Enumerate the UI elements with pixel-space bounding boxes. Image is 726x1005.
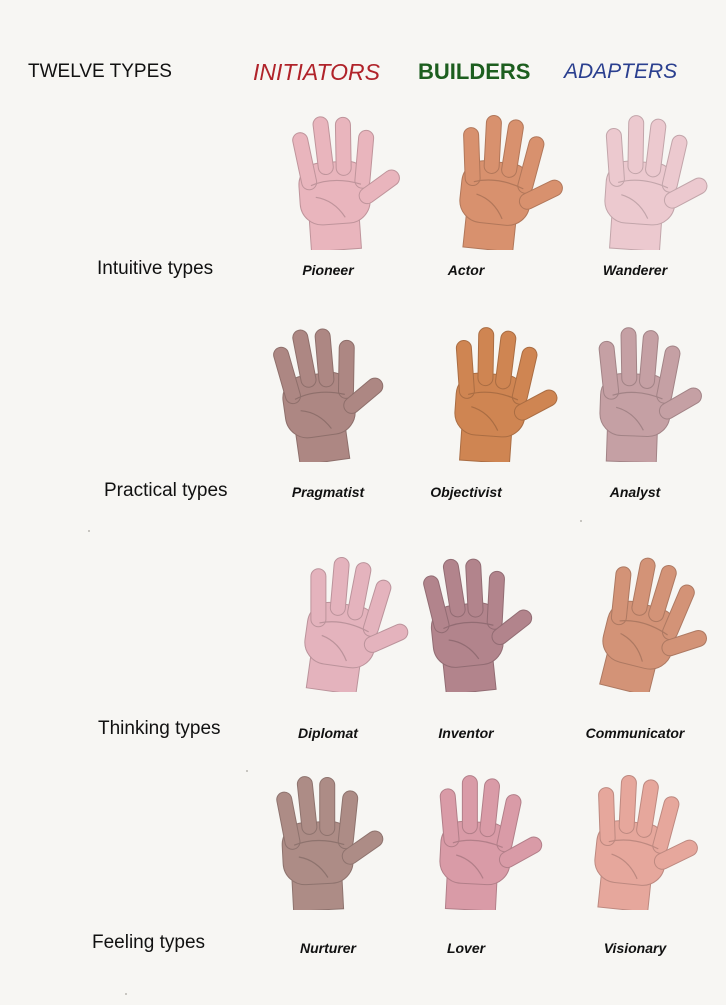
hand-type-label: Visionary xyxy=(603,940,667,956)
row-label: Practical types xyxy=(104,480,228,501)
hand-photo-inventor xyxy=(393,542,543,692)
hand-type-label: Nurturer xyxy=(299,940,356,956)
hand-photo-lover xyxy=(400,760,550,910)
hand-photo-pioneer xyxy=(260,100,410,250)
hand-type-label: Lover xyxy=(446,940,486,956)
hand-photo-pragmatist xyxy=(245,312,395,462)
hand-type-label: Actor xyxy=(447,262,485,278)
hand-type-label: Objectivist xyxy=(430,484,502,500)
header-adapters: ADAPTERS xyxy=(564,60,678,83)
row-label: Thinking types xyxy=(98,718,221,739)
hand-type-label: Diplomat xyxy=(298,725,358,741)
paper-speck xyxy=(88,530,90,532)
hand-photo-actor xyxy=(420,100,570,250)
hand-photo-visionary xyxy=(555,760,705,910)
hand-type-label: Inventor xyxy=(438,725,494,741)
hand-type-label: Pragmatist xyxy=(291,484,365,500)
hand-type-label: Wanderer xyxy=(602,262,668,278)
paper-speck xyxy=(580,520,582,522)
hand-photo-nurturer xyxy=(243,760,393,910)
header-builders: BUILDERS xyxy=(418,59,531,84)
hand-type-label: Pioneer xyxy=(302,262,354,278)
hand-photo-analyst xyxy=(560,312,710,462)
row-label: Intuitive types xyxy=(97,258,214,279)
hand-photo-objectivist xyxy=(415,312,565,462)
paper-speck xyxy=(246,770,248,772)
hand-photo-wanderer xyxy=(565,100,715,250)
hand-type-label: Analyst xyxy=(609,484,661,500)
header-initiators: INITIATORS xyxy=(253,59,380,85)
paper-speck xyxy=(125,993,127,995)
hand-type-label: Communicator xyxy=(585,725,685,741)
sheet-title: TWELVE TYPES xyxy=(28,61,172,82)
row-label: Feeling types xyxy=(92,932,206,953)
hand-photo-communicator xyxy=(563,542,713,692)
